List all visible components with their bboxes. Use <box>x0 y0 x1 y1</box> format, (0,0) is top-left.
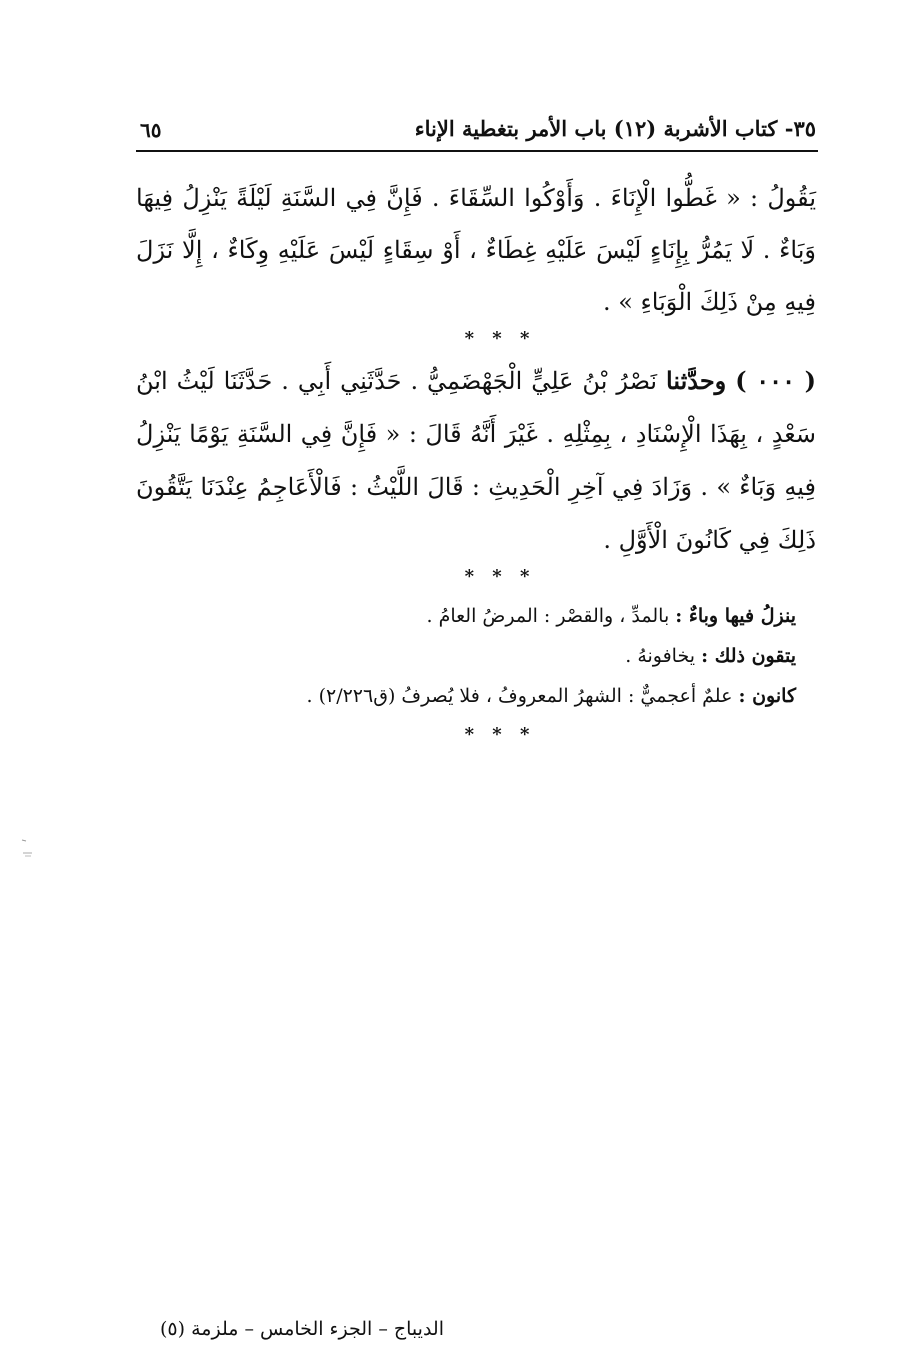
section-separator: * * * <box>464 566 536 587</box>
note-term: يتقون ذلك : <box>701 645 796 667</box>
running-header <box>136 112 816 148</box>
hadith-text-continuation: يَقُولُ : « غَطُّوا الْإِنَاءَ . وَأَوْكُوا السِّقَاءَ . فَإِنَّ فِي السَّنَةِ لَيْلَةً يَنْزِلُ فِيهَا وَبَاءٌ . لَا يَمُرُّ بِإِنَاءٍ لَيْسَ عَلَيْهِ غِطَاءٌ ، أَوْ سِقَاءٍ لَيْسَ عَلَيْهِ وِكَاءٌ ، إِلَّا نَزَلَ فِيهِ مِنْ ذَلِكَ الْوَبَاءِ » . <box>136 184 816 316</box>
section-separator: * * * <box>464 724 536 745</box>
hadith-entry <box>136 354 816 567</box>
note-item <box>136 636 796 676</box>
hadith-number: ( ٠٠٠ ) <box>735 366 816 395</box>
commentary-notes <box>136 596 796 716</box>
note-term: ينزلُ فيها وباءٌ : <box>675 605 796 627</box>
section-separator: * * * <box>464 328 536 349</box>
note-gloss: علمٌ أعجميٌّ : الشهرُ المعروفُ ، فلا يُصرفُ (ق٢/٢٢٦) . <box>306 685 733 707</box>
page-number: ٦٥ <box>140 118 162 142</box>
note-term: كانون : <box>738 685 796 707</box>
signature-line: الديباج – الجزء الخامس – ملزمة (٥) <box>160 1318 444 1340</box>
note-item <box>136 676 796 716</box>
note-gloss: بالمدِّ ، والقصْر : المرضُ العامُ . <box>426 605 670 627</box>
note-item <box>136 596 796 636</box>
hadith-body: نَصْرُ بْنُ عَلِيٍّ الْجَهْضَمِيُّ . حَدَّثَنِي أَبِي . حَدَّثَنَا لَيْثُ ابْنُ سَعْدٍ ، بِهَذَا الْإِسْنَادِ ، بِمِثْلِهِ . غَيْرَ أَنَّهُ قَالَ : « فَإِنَّ فِي السَّنَةِ يَوْمًا يَنْزِلُ فِيهِ وَبَاءٌ » . وَزَادَ فِي آخِرِ الْحَدِيثِ : قَالَ اللَّيْثُ : فَالْأَعَاجِمُ عِنْدَنَا يَتَّقُونَ ذَلِكَ فِي كَانُونَ الْأَوَّلِ . <box>136 367 816 554</box>
scan-speck-icon <box>20 838 34 858</box>
chapter-title: ٣٥- كتاب الأشربة (١٢) باب الأمر بتغطية الإناء <box>414 116 816 141</box>
narration-lead: وحدَّثنا <box>666 366 727 395</box>
scan-mark <box>20 838 34 858</box>
note-gloss: يخافونهُ . <box>625 645 696 667</box>
header-divider <box>136 150 818 152</box>
